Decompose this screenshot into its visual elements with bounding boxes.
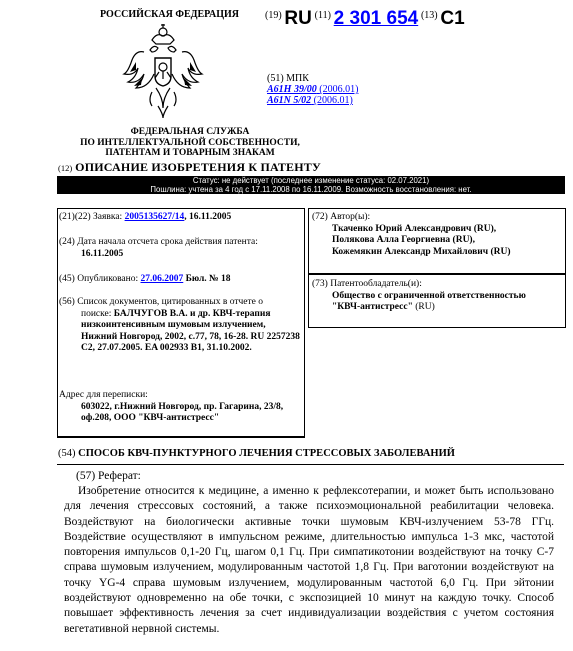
ipc-class-2-date: (2006.01) <box>313 95 353 106</box>
ipc-classification <box>267 73 358 106</box>
ipc-class-1-code[interactable]: A61H 39/00 <box>267 84 317 95</box>
divider <box>57 464 564 465</box>
holder-body <box>312 291 554 314</box>
abstract-text: Изобретение относится к медицине, а именно к рефлексотерапии, и может быть использовано для лечения стрессовых состояний, а также психоэмоциональной реабилитации человека. Воздействуют на биологически активные точки шумовым КВЧ-излучением 53-78 ГГц. Воздействие осуществляют в импульсном режиме, длительностью импульса 1-3 мкс, частотой повторения импульсов 0,1-20 Гц, шагом 0,1 Гц. При симпатикотонии воздействуют на точку С-7 справа шумовым излучением, модулированным частотой 1,8 Гц. При ваготонии воздействуют на точку YG-4 справа шумовым излучением, модулированным частотой 6,0 Гц. При эйтонии воздействуют одновременно на обе точки, с экспозицией 10 минут на каждую точку. Способ повышает эффективность лечения за счет индивидуализации воздействия с учетом состояния вегетативной нервной системы. <box>64 485 554 635</box>
status-bar <box>57 176 565 194</box>
invention-title-text: СПОСОБ КВЧ-ПУНКТУРНОГО ЛЕЧЕНИЯ СТРЕССОВЫХ ЗАБОЛЕВАНИЙ <box>78 448 455 459</box>
term-start-date: 16.11.2005 <box>81 248 124 259</box>
author-2: Полякова Алла Георгиевна (RU), <box>332 235 475 245</box>
ipc-class-1[interactable] <box>267 84 358 95</box>
author-1: Ткаченко Юрий Александрович (RU), <box>332 223 497 234</box>
address-text: 603022, г.Нижний Новгород, пр. Гагарина, 23/8, оф.208, ООО "КВЧ-антистресс" <box>81 401 284 423</box>
patent-number-link[interactable]: 2 301 654 <box>333 8 419 29</box>
ipc-class-1-date: (2006.01) <box>319 84 359 95</box>
document-title-text: ОПИСАНИЕ ИЗОБРЕТЕНИЯ К ПАТЕНТУ <box>75 160 321 174</box>
holder-label: (73) Патентообладатель(и): <box>312 279 422 289</box>
ipc-class-2-code[interactable]: A61N 5/02 <box>267 95 312 106</box>
holder-name: Общество с ограниченной ответственностью "КВЧ-антистресс" <box>332 290 526 312</box>
authors-label: (72) Автор(ы): <box>312 212 371 222</box>
code-19: (19) <box>265 10 282 21</box>
ipc-class-2[interactable] <box>267 95 358 106</box>
ipc-label: (51) МПК <box>267 73 309 84</box>
application-field <box>59 212 299 224</box>
cited-label-2: поиске: <box>81 308 112 319</box>
code-13: (13) <box>420 10 438 21</box>
coat-of-arms-emblem <box>122 22 204 120</box>
status-line: Статус: не действует (последнее изменение статуса: 02.07.2021) <box>192 176 430 185</box>
published-field <box>59 274 299 286</box>
term-start-field <box>59 237 299 260</box>
term-start-label: (24) Дата начала отсчета срока действия патента: <box>59 237 258 247</box>
document-title <box>58 160 321 175</box>
cited-label-1: (56) Список документов, цитированных в отчете о <box>59 297 263 307</box>
author-3: Кожемякин Александр Михайлович (RU) <box>332 246 511 257</box>
patent-number-line <box>265 8 465 30</box>
published-date-link[interactable]: 27.06.2007 <box>140 274 184 284</box>
published-label: (45) Опубликовано: <box>59 274 139 284</box>
cited-documents-field <box>59 297 301 355</box>
application-number-link[interactable]: 2005135627/14 <box>124 212 185 222</box>
kind-code: C1 <box>440 8 465 29</box>
country-name: РОССИЙСКАЯ ФЕДЕРАЦИЯ <box>100 9 240 20</box>
cited-text: БАЛЧУГОВ В.А. и др. КВЧ-терапия низкоинтенсивным шумовым излучением, Нижний Новгород, 2002, с.77, 78, 16-28. RU 2257238 C2, 27.07.2005. EA 002933 B1, 31.10.2002. <box>81 308 300 353</box>
address-field <box>59 390 301 425</box>
agency-line-3: ПАТЕНТАМ И ТОВАРНЫМ ЗНАКАМ <box>105 148 275 158</box>
application-label: (21)(22) Заявка: <box>59 212 123 222</box>
invention-title-code: (54) <box>58 448 76 459</box>
holder-field <box>312 279 554 314</box>
invention-title <box>58 448 455 459</box>
authors-field <box>312 212 562 258</box>
document-title-code: (12) <box>58 163 73 173</box>
abstract-label: (57) Реферат: <box>76 470 141 482</box>
code-11: (11) <box>314 10 331 21</box>
country-code: RU <box>284 8 312 29</box>
agency-name <box>40 127 340 159</box>
fee-line: Пошлина: учтена за 4 год с 17.11.2008 по 16.11.2009. Возможность восстановления: нет. <box>150 185 472 194</box>
application-date: , 16.11.2005 <box>184 212 232 222</box>
address-label: Адрес для переписки: <box>59 390 148 400</box>
holder-country: (RU) <box>412 302 435 312</box>
bulletin-number: Бюл. № 18 <box>183 274 231 284</box>
agency-line-2: ПО ИНТЕЛЛЕКТУАЛЬНОЙ СОБСТВЕННОСТИ, <box>80 137 300 148</box>
agency-line-1: ФЕДЕРАЛЬНАЯ СЛУЖБА <box>130 127 250 137</box>
cited-body <box>59 309 301 355</box>
